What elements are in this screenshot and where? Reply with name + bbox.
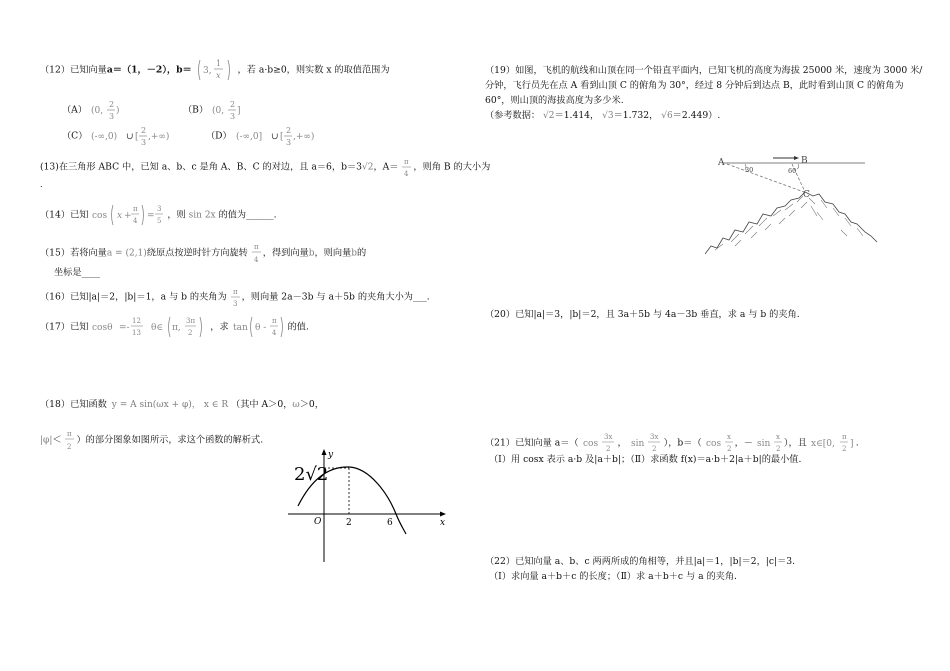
svg-text:sin: sin — [630, 439, 644, 449]
svg-text:∪: ∪ — [126, 132, 134, 142]
q21-text4: ），且 — [783, 437, 807, 449]
question-17 — [40, 314, 309, 340]
q18-text2: （其中 A＞0， — [231, 399, 293, 410]
svg-text:5: 5 — [157, 217, 162, 225]
svg-text:x: x — [215, 71, 221, 80]
q21-cos-3x-2 — [582, 430, 618, 456]
svg-text:cos: cos — [582, 439, 598, 449]
graph-tick-2: 2 — [346, 518, 352, 528]
q19-v2: ＝1.732， — [613, 110, 659, 121]
q12-option-a-label: （A） — [62, 104, 88, 116]
graph-y-arrow — [322, 449, 327, 455]
q18-text3: ＞0， — [299, 399, 324, 410]
svg-text:x∈[0,: x∈[0, — [810, 439, 835, 449]
q18-line2 — [40, 428, 263, 452]
svg-text:+: + — [124, 211, 132, 221]
q12-option-c-math — [90, 124, 170, 148]
q12-vector-b-math — [195, 57, 235, 83]
q17-theta-interval — [150, 314, 210, 340]
flight-arrow-head — [794, 156, 799, 160]
svg-text:π: π — [232, 288, 238, 296]
svg-text:=: = — [147, 211, 155, 221]
question-14 — [40, 202, 277, 228]
svg-text:cos: cos — [705, 439, 721, 449]
svg-text:2: 2 — [841, 445, 847, 453]
question-15 — [40, 241, 366, 265]
q13-pi-over-4 — [401, 156, 413, 178]
question-22-line1: （22）已知向量 a、b、c 两两所成的角相等，并且|a|＝1，|b|＝2，|c|＝3. — [485, 556, 796, 567]
svg-text:4: 4 — [253, 256, 259, 264]
question-21 — [485, 430, 859, 456]
q12-option-d-label: （D） — [206, 130, 232, 142]
q18-phi-abs: |φ| — [40, 435, 53, 446]
graph-amplitude-label: 2√2 — [294, 464, 329, 485]
q17-text2: ，求 — [210, 321, 229, 333]
q15-vector-a: a = (2,1) — [106, 248, 147, 259]
q19-ref-text: （参考数据： — [485, 110, 541, 121]
svg-text:4: 4 — [404, 170, 409, 178]
q13-text2: ，A＝ — [373, 161, 399, 173]
q21-sin-3x-2 — [630, 430, 664, 456]
svg-text:2: 2 — [141, 126, 147, 135]
question-20: （20）已知|a|＝3，|b|＝2，且 3a＋5b 与 4a－3b 垂直，求 a 与 b 的夹角. — [485, 309, 800, 320]
question-19-line2: 分钟，飞行员先在点 A 看到山顶 C 的俯角为 30°，经过 8 分钟后到达点 B，此时看到山顶 C 的俯角为 — [485, 80, 904, 91]
q15-text2: 绕原点按逆时针方向旋转 — [146, 247, 248, 259]
question-16 — [40, 286, 430, 308]
svg-text:[: [ — [135, 132, 139, 142]
svg-text:(0,: (0, — [212, 106, 225, 116]
q12-condition: ，若 a·b≥0，则实数 x 的取值范围为 — [237, 64, 390, 76]
mountain-outline-right — [805, 192, 877, 242]
q12-option-a-math — [90, 98, 122, 122]
q13-text: (13)在三角形 ABC 中，已知 a、b、c 是角 A、B、C 的对边，且 a＝6，b＝3 — [40, 161, 362, 173]
svg-text:sin: sin — [756, 439, 771, 449]
q15-pi-over-4 — [251, 241, 263, 265]
q14-cos-expression — [91, 202, 167, 228]
q16-text: （16）已知|a|＝2，|b|＝1，a 与 b 的夹角为 — [40, 291, 227, 303]
svg-text:π: π — [133, 205, 138, 213]
q14-text1: （14）已知 — [40, 209, 89, 221]
svg-text:2: 2 — [230, 100, 236, 109]
q17-cos-theta — [91, 314, 147, 340]
q12-option-b[interactable] — [183, 98, 243, 122]
q18-text5: ）的部分图象如图所示，求这个函数的解析式. — [76, 434, 264, 446]
question-13 — [40, 156, 490, 178]
svg-text:2: 2 — [67, 443, 72, 451]
q19-sqrt3: √3 — [602, 111, 614, 121]
q21-x-interval — [810, 430, 856, 456]
q21-sin-x-2 — [756, 430, 784, 456]
q18-function: y = A sin(ωx + φ) — [111, 400, 192, 410]
svg-text:2: 2 — [775, 445, 781, 453]
question-18: （18）已知函数 y = A sin(ωx + φ)， x ∈ R （其中 A＞0，ω＞0， — [40, 399, 324, 410]
svg-text:): ) — [115, 106, 120, 116]
sine-graph — [286, 446, 456, 564]
svg-text:,+∞): ,+∞) — [292, 132, 315, 142]
q15-text3: ，得到向量 — [262, 247, 309, 259]
svg-text:3: 3 — [285, 138, 291, 147]
graph-origin-label: O — [314, 517, 322, 527]
svg-text:=-: =- — [119, 323, 130, 333]
svg-text:tan: tan — [232, 323, 248, 333]
svg-text:π: π — [841, 433, 847, 441]
svg-text:2: 2 — [726, 445, 732, 453]
q12-option-a[interactable] — [62, 98, 122, 122]
graph-tick-6: 6 — [387, 518, 393, 528]
q12-option-d[interactable] — [206, 124, 317, 148]
q12-option-c-label: （C） — [62, 130, 88, 142]
q12-text: （12）已知向量 — [40, 64, 107, 76]
q12-vec-a: a＝（1，－2），b＝ — [106, 64, 192, 76]
q15-text4: ，则向量 — [314, 247, 352, 259]
question-19-reference — [485, 110, 720, 122]
q19-sqrt6: √6 — [661, 111, 673, 121]
svg-text:12: 12 — [132, 317, 142, 325]
q14-text2: ，则 — [167, 209, 186, 221]
svg-text:2: 2 — [651, 445, 657, 453]
q15-b2: b — [351, 248, 357, 259]
graph-y-label: y — [328, 450, 334, 460]
svg-text:3π: 3π — [186, 317, 196, 325]
q16-pi-over-3 — [230, 286, 242, 308]
svg-text:3: 3 — [141, 138, 147, 147]
svg-text:3x: 3x — [603, 433, 612, 441]
angle-30-label: 30 — [745, 166, 754, 174]
q18-domain: x ∈ R — [203, 400, 229, 410]
mountain-shading — [715, 196, 863, 250]
svg-text:x: x — [117, 211, 123, 221]
angle-60-label: 60 — [788, 167, 797, 175]
q19-v3: ＝2.449）. — [672, 110, 721, 121]
q16-text2: ，则向量 2a－3b 与 a＋5b 的夹角大小为___. — [241, 291, 430, 303]
svg-text:x: x — [726, 433, 731, 441]
svg-text:,+∞): ,+∞) — [148, 132, 170, 142]
question-19-line1: （19）如图，飞机的航线和山顶在同一个铅直平面内，已知飞机的高度为海拔 25000 米，速度为 3000 米/ — [485, 65, 923, 76]
svg-text:]: ] — [237, 106, 241, 116]
question-21-line2: （Ⅰ）用 cosx 表示 a·b 及|a＋b|；（Ⅱ）求函数 f(x)＝a·b＋2|a＋b|的最小值. — [489, 454, 802, 465]
q19-v1: ＝1.414， — [554, 110, 600, 121]
label-A: A — [718, 158, 725, 168]
question-12-stem — [40, 57, 390, 83]
q21-text3: ，－ — [734, 437, 753, 449]
svg-text:3x: 3x — [649, 433, 659, 441]
svg-text:θ -: θ - — [254, 323, 266, 333]
svg-text:13: 13 — [132, 329, 142, 337]
q18-text1: （18）已知函数 — [40, 399, 107, 410]
q17-text1: （17）已知 — [40, 321, 89, 333]
q15-b1: b — [308, 248, 315, 259]
q14-text3: 的值为______. — [218, 209, 277, 221]
svg-text:∪: ∪ — [270, 132, 279, 142]
q12-option-c[interactable] — [62, 124, 170, 148]
svg-text:2: 2 — [285, 126, 291, 135]
graph-x-label: x — [440, 518, 446, 528]
mountain-outline-left — [705, 192, 805, 254]
svg-text:3: 3 — [108, 112, 115, 121]
q15-text5: 的 — [357, 247, 367, 259]
q12-option-d-math — [235, 124, 317, 148]
q18-omega: ω — [292, 400, 300, 410]
svg-text:4: 4 — [271, 329, 277, 337]
svg-text:π: π — [67, 430, 73, 438]
angle-arc-60 — [797, 164, 799, 169]
q18-pi-over-2 — [64, 428, 76, 452]
svg-text:cosθ: cosθ — [92, 323, 113, 333]
q17-tan-expression — [232, 314, 288, 340]
svg-text:θ∈: θ∈ — [151, 323, 164, 333]
q17-text3: 的值. — [287, 321, 309, 333]
svg-text:2: 2 — [605, 445, 610, 453]
svg-text:π,: π, — [172, 323, 182, 333]
q13-text3: ，则角 B 的大小为 — [413, 161, 491, 173]
q13-sqrt2: √2 — [361, 162, 374, 173]
svg-text:π: π — [253, 243, 259, 251]
svg-text:cos: cos — [92, 211, 108, 221]
q14-sin2x: sin 2x — [188, 210, 216, 221]
svg-text:3: 3 — [157, 205, 162, 213]
svg-text:(-∞,0]: (-∞,0] — [235, 132, 262, 142]
svg-text:3: 3 — [232, 300, 238, 308]
svg-text:]: ] — [849, 439, 854, 449]
svg-text:π: π — [404, 158, 409, 166]
svg-text:2: 2 — [188, 329, 193, 337]
svg-text:(0,: (0, — [90, 106, 104, 116]
q18-text4: ＜ — [52, 434, 62, 446]
svg-text:3: 3 — [230, 112, 236, 121]
q19-sqrt2: √2 — [543, 111, 555, 121]
q21-comma: ， — [617, 437, 627, 449]
q12-option-b-math — [211, 98, 243, 122]
svg-text:2: 2 — [108, 100, 115, 109]
q21-text5: . — [855, 437, 859, 449]
q21-text2: ），b＝（ — [663, 437, 702, 449]
question-19-line3: 60°，则山顶的海拔高度为多少米. — [485, 95, 624, 106]
q13-stray-mark: . — [40, 180, 43, 189]
svg-text:(-∞,0): (-∞,0) — [91, 132, 118, 142]
q15-line2: 坐标是____ — [54, 267, 100, 278]
svg-text:1: 1 — [215, 59, 221, 68]
svg-text:π: π — [271, 317, 277, 325]
svg-text:x: x — [775, 433, 780, 441]
mountain-figure — [705, 150, 895, 262]
q15-text1: （15）若将向量 — [40, 247, 107, 259]
question-22-line2: （Ⅰ）求向量 a＋b＋c 的长度；（Ⅱ）求 a＋b＋c 与 a 的夹角. — [489, 571, 737, 582]
graph-x-arrow — [440, 512, 446, 517]
svg-text:4: 4 — [133, 217, 138, 225]
q21-text1: （21）已知向量 a＝（ — [485, 437, 579, 449]
svg-text:[: [ — [279, 132, 284, 142]
label-C: C — [803, 190, 810, 200]
svg-text:3,: 3, — [202, 66, 212, 76]
label-B: B — [801, 156, 808, 166]
q21-cos-x-2 — [705, 430, 735, 456]
q12-option-b-label: （B） — [183, 104, 209, 116]
